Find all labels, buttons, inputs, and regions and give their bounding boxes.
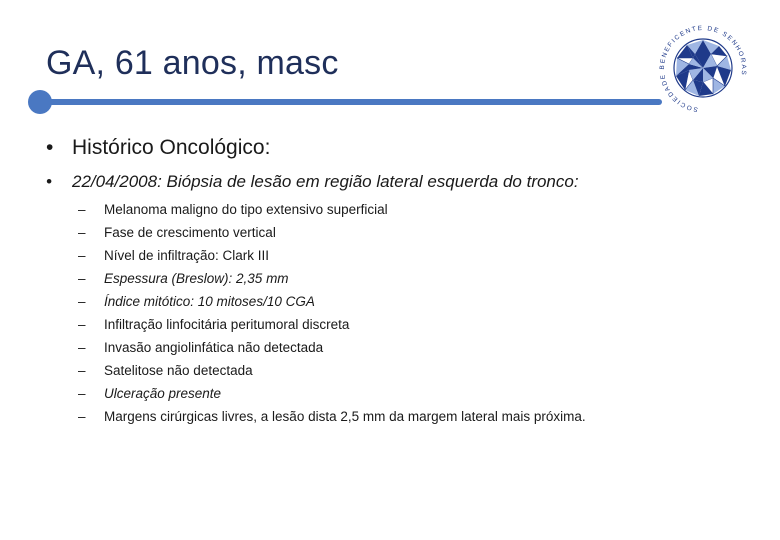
list-item-text: Índice mitótico: 10 mitoses/10 CGA [104, 293, 315, 309]
dash-marker: – [78, 293, 86, 309]
list-item [78, 267, 586, 290]
list-item [78, 313, 586, 336]
logo-ring-text: SOCIEDADE BENEFICENTE DE SENHORAS [658, 24, 748, 113]
list-item [78, 244, 586, 267]
list-item-text: Margens cirúrgicas livres, a lesão dista 2,5 mm da margem lateral mais próxima. [104, 408, 586, 424]
dash-marker: – [78, 270, 86, 286]
dash-marker: – [78, 316, 86, 332]
list-item [78, 290, 586, 313]
slide-title: GA, 61 anos, masc [46, 44, 339, 82]
list-item [78, 359, 586, 382]
dash-marker: – [78, 224, 86, 240]
dash-marker: – [78, 385, 86, 401]
title-rule [40, 99, 662, 105]
bullet-biopsia [46, 172, 579, 192]
biopsy-findings-list [78, 198, 586, 428]
dash-marker: – [78, 247, 86, 263]
dash-marker: – [78, 339, 86, 355]
list-item-text: Infiltração linfocitária peritumoral discreta [104, 316, 350, 332]
dash-marker: – [78, 362, 86, 378]
list-item-text: Nível de infiltração: Clark III [104, 247, 270, 263]
sociedade-beneficente-logo-icon [652, 18, 754, 118]
list-item-text: Espessura (Breslow): 2,35 mm [104, 270, 289, 286]
bullet-marker: • [46, 136, 54, 159]
list-item-text: Melanoma maligno do tipo extensivo superficial [104, 201, 388, 217]
bullet-text: 22/04/2008: Biópsia de lesão em região lateral esquerda do tronco: [72, 172, 579, 191]
list-item [78, 336, 586, 359]
dash-marker: – [78, 201, 86, 217]
bullet-marker: • [46, 172, 52, 191]
list-item [78, 405, 586, 428]
dash-marker: – [78, 408, 86, 424]
list-item-text: Ulceração presente [104, 385, 222, 401]
list-item [78, 382, 586, 405]
bullet-text: Histórico Oncológico: [72, 136, 271, 159]
list-item [78, 198, 586, 221]
list-item-text: Satelitose não detectada [104, 362, 253, 378]
bullet-historico [46, 136, 270, 160]
list-item [78, 221, 586, 244]
list-item-text: Fase de crescimento vertical [104, 224, 276, 240]
list-item-text: Invasão angiolinfática não detectada [104, 339, 324, 355]
